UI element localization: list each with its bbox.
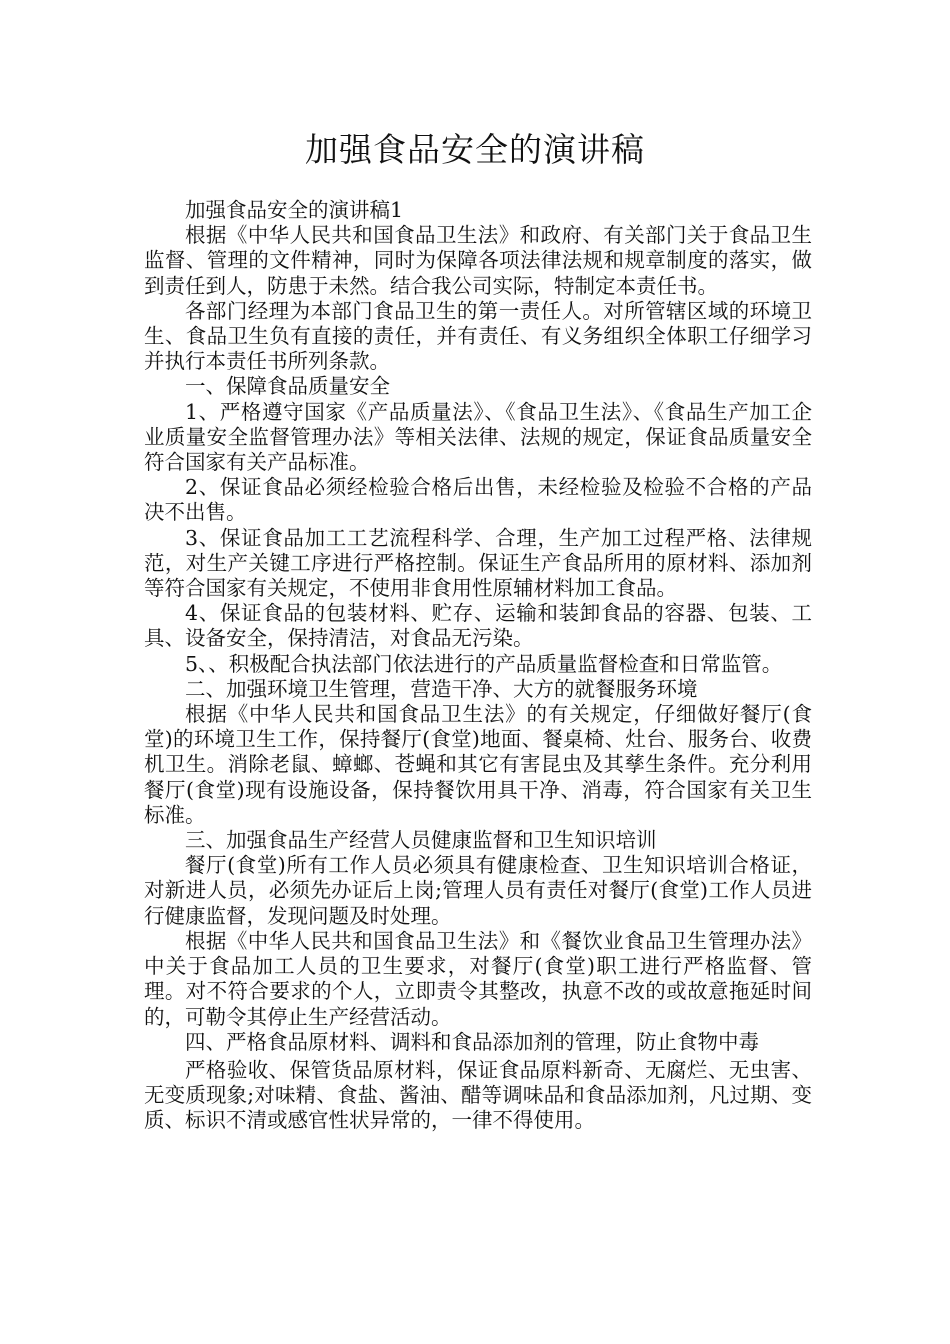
document-body xyxy=(144,198,812,1134)
list-item: 4、保证食品的包装材料、贮存、运输和装卸食品的容器、包装、工具、设备安全，保持清洁，对食品无污染。 xyxy=(144,601,812,651)
paragraph: 严格验收、保管货品原材料，保证食品原料新奇、无腐烂、无虫害、无变质现象;对味精、食盐、酱油、醋等调味品和食品添加剂，凡过期、变质、标识不清或感官性状异常的，一律不得使用。 xyxy=(144,1057,812,1133)
paragraph: 各部门经理为本部门食品卫生的第一责任人。对所管辖区域的环境卫生、食品卫生负有直接的责任，并有责任、有义务组织全体职工仔细学习并执行本责任书所列条款。 xyxy=(144,298,812,374)
list-item: 1、严格遵守国家《产品质量法》、《食品卫生法》、《食品生产加工企业质量安全监督管理办法》等相关法律、法规的规定，保证食品质量安全符合国家有关产品标准。 xyxy=(144,399,812,475)
paragraph: 根据《中华人民共和国食品卫生法》和《餐饮业食品卫生管理办法》中关于食品加工人员的卫生要求，对餐厅(食堂)职工进行严格监督、管理。对不符合要求的个人，立即责令其整改，执意不改的或故意拖延时间的，可勒令其停止生产经营活动。 xyxy=(144,928,812,1029)
paragraph: 餐厅(食堂)所有工作人员必须具有健康检查、卫生知识培训合格证，对新进人员，必须先办证后上岗;管理人员有责任对餐厅(食堂)工作人员进行健康监督，发现问题及时处理。 xyxy=(144,853,812,928)
section-heading: 三、加强食品生产经营人员健康监督和卫生知识培训 xyxy=(185,828,657,853)
section-heading: 二、加强环境卫生管理，营造干净、大方的就餐服务环境 xyxy=(185,676,698,701)
paragraph: 根据《中华人民共和国食品卫生法》和政府、有关部门关于食品卫生监督、管理的文件精神，同时为保障各项法律法规和规章制度的落实，做到责任到人，防患于未然。结合我公司实际，特制定本责任书。 xyxy=(144,223,812,298)
section-heading: 一、保障食品质量安全 xyxy=(185,374,390,399)
list-item: 5、、积极配合执法部门依法进行的产品质量监督检查和日常监管。 xyxy=(185,651,783,676)
section-heading: 四、严格食品原材料、调料和食品添加剂的管理，防止食物中毒 xyxy=(185,1029,759,1054)
list-item: 3、保证食品加工工艺流程科学、合理，生产加工过程严格、法律规范，对生产关键工序进行严格控制。保证生产食品所用的原材料、添加剂等符合国家有关规定，不使用非食用性原辅材料加工食品。 xyxy=(144,525,812,601)
document-title: 加强食品安全的演讲稿 xyxy=(305,130,645,169)
section-heading: 加强食品安全的演讲稿1 xyxy=(185,198,404,222)
list-item: 2、保证食品必须经检验合格后出售，未经检验及检验不合格的产品决不出售。 xyxy=(144,475,812,525)
paragraph: 根据《中华人民共和国食品卫生法》的有关规定，仔细做好餐厅(食堂)的环境卫生工作，保持餐厅(食堂)地面、餐桌椅、灶台、服务台、收费机卫生。消除老鼠、蟑螂、苍蝇和其它有害昆虫及其孳生条件。充分利用餐厅(食堂)现有设施设备，保持餐饮用具干净、消毒，符合国家有关卫生标准。 xyxy=(144,702,812,827)
